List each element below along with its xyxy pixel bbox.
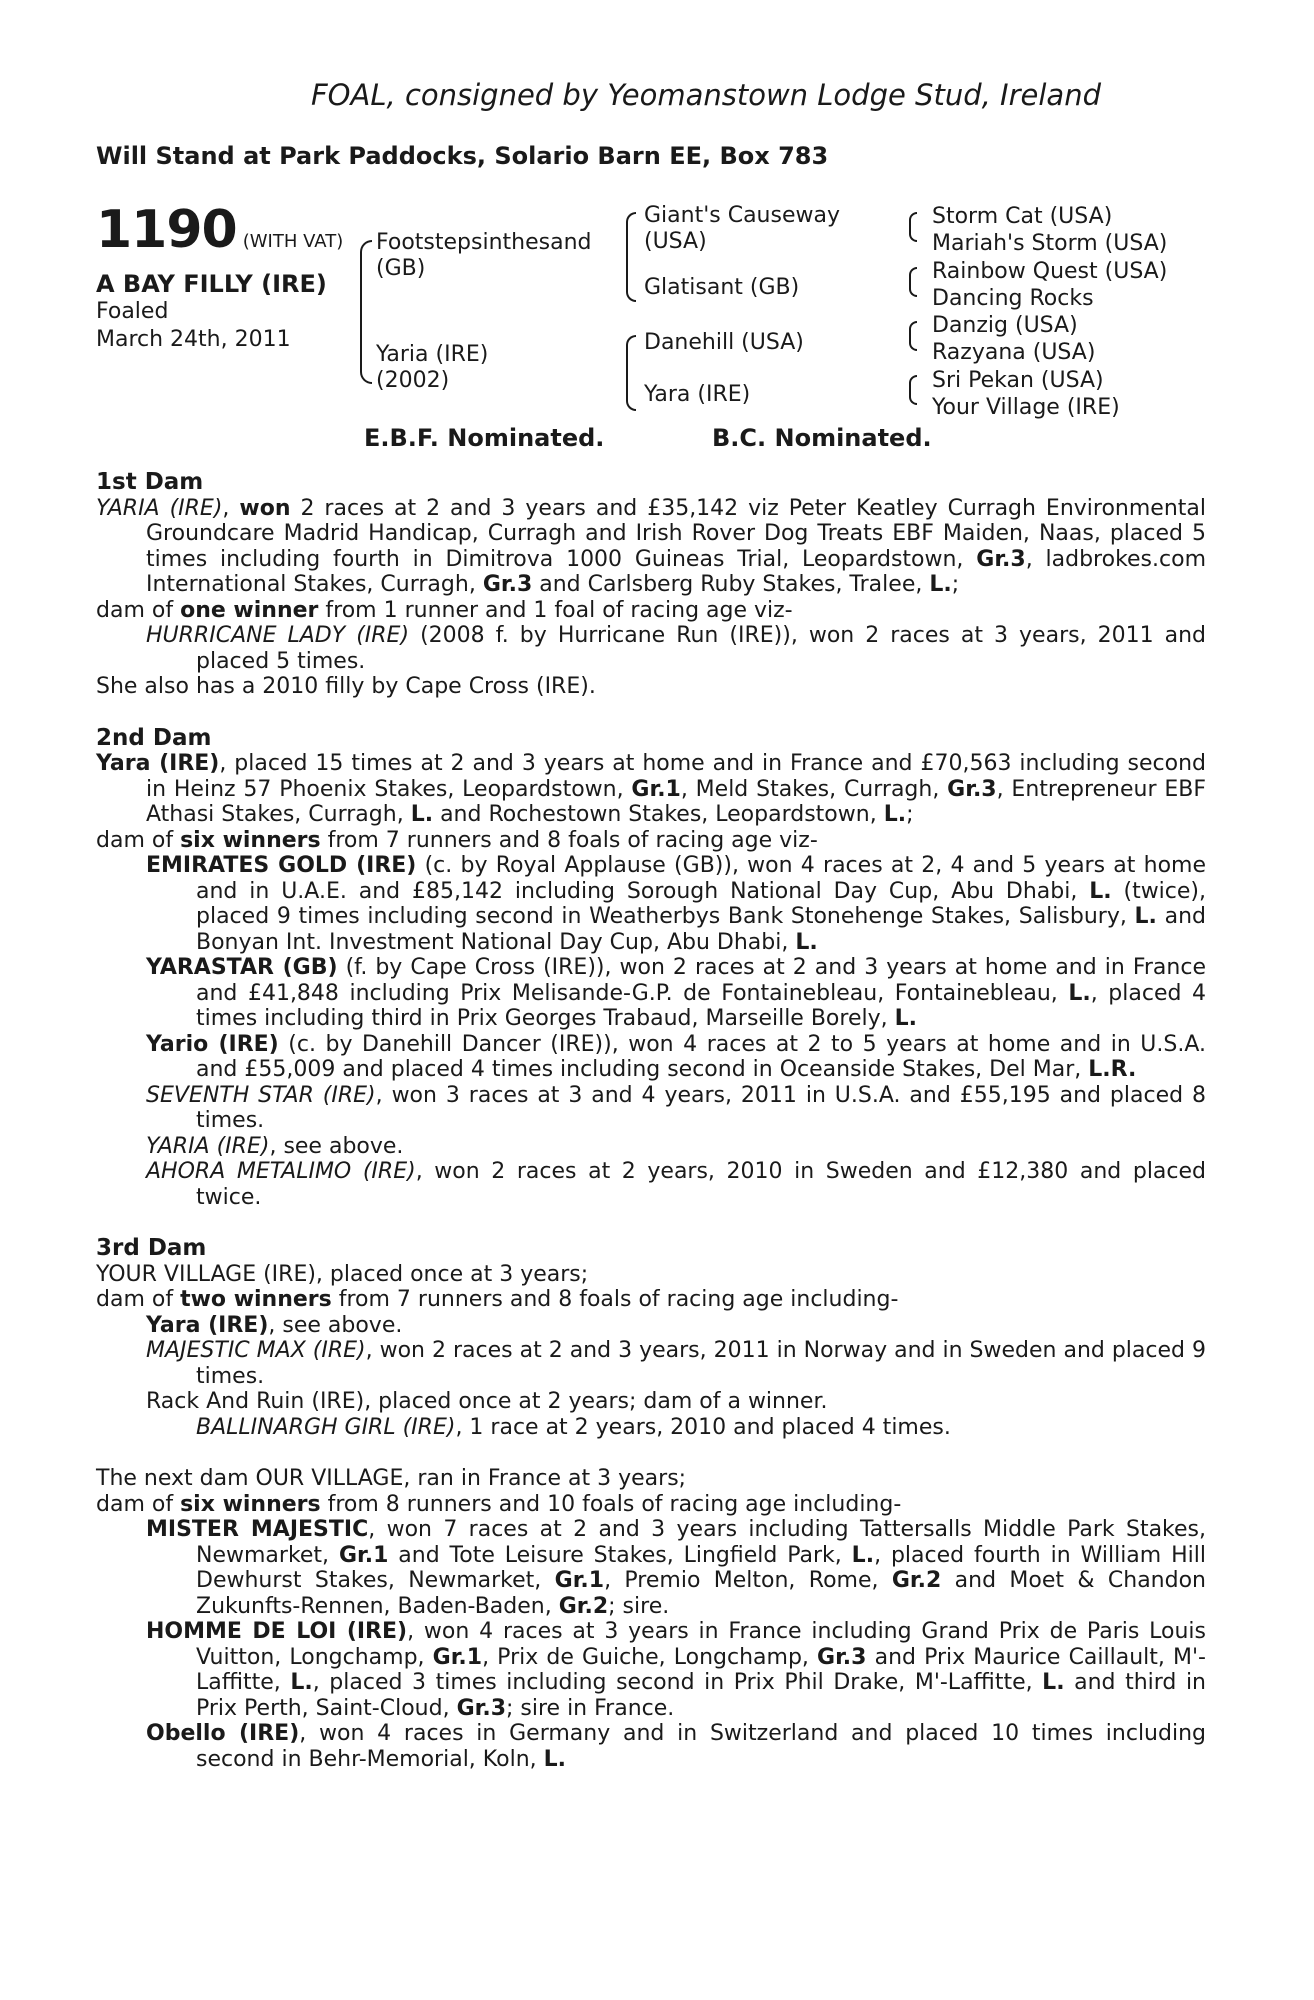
foaled-date: March 24th, 2011 — [96, 327, 291, 352]
third-dam-title: 3rd Dam — [96, 1235, 207, 1261]
produce-entry: Yario (IRE) (c. by Danehill Dancer (IRE)), won 4 races at 2 to 5 years at home and in U.S.A. and £55,009 and placed 4 times including second in Oceanside Stakes, Del Mar, L.R. — [146, 1031, 1207, 1082]
consignor-header: FOAL, consigned by Yeomanstown Lodge Stud, Ireland — [311, 78, 1101, 112]
pedigree-brace — [626, 335, 636, 411]
second-dam-record: Yara (IRE), placed 15 times at 2 and 3 years at home and in France and £70,563 including second in Heinz 57 Phoenix Stakes, Leopardstown, Gr.1, Meld Stakes, Curragh, Gr.3, Entrepreneur EBF Athasi Stakes, Curragh, L. and Rochestown Stakes, Leopardstown, L.; — [96, 751, 1207, 827]
first-dam-record: YARIA (IRE), won 2 races at 2 and 3 years and £35,142 viz Peter Keatley Curragh Environmental Groundcare Madrid Handicap, Curragh and Irish Rover Dog Treats EBF Maiden, Naas, placed 5 times including fourth in Dimitrova 1000 Guineas Trial, Leopardstown, Gr.3, ladbrokes.com International Stakes, Curragh, Gr.3 and Carlsberg Ruby Stakes, Tralee, L.; — [96, 495, 1207, 597]
fourth-dam-produce-summary: dam of six winners from 8 runners and 10 foals of racing age including- — [96, 1491, 902, 1517]
foaled-label: Foaled — [96, 299, 169, 324]
produce-entry: SEVENTH STAR (IRE), won 3 races at 3 and 4 years, 2011 in U.S.A. and £55,195 and placed 8 times. — [146, 1082, 1206, 1133]
pedigree-third-generation: Storm Cat (USA) Mariah's Storm (USA) Rainbow Quest (USA) Dancing Rocks Danzig (USA) Razyana (USA) Sri Pekan (USA) Your Village (IRE) — [932, 204, 1168, 421]
first-dam-title: 1st Dam — [96, 469, 204, 495]
first-dam-note: She also has a 2010 filly by Cape Cross (IRE). — [96, 674, 596, 699]
pedigree-sire-dam: Glatisant (GB) — [644, 275, 800, 300]
ebf-nominated: E.B.F. Nominated. — [364, 424, 605, 452]
bc-nominated: B.C. Nominated. — [712, 424, 932, 452]
lot-name: A BAY FILLY (IRE) — [96, 270, 327, 298]
pedigree-dam-sire: Danehill (USA) — [644, 330, 804, 355]
vat-note: (WITH VAT) — [242, 231, 344, 252]
produce-entry: Yara (IRE), see above. — [146, 1312, 403, 1338]
third-dam-produce-summary: dam of two winners from 7 runners and 8 foals of racing age including- — [96, 1287, 899, 1312]
produce-entry: MAJESTIC MAX (IRE), won 2 races at 2 and 3 years, 2011 in Norway and in Sweden and placed 9 times. — [146, 1338, 1206, 1389]
produce-entry: YARIA (IRE), see above. — [146, 1133, 404, 1159]
pedigree-sire: Footstepsinthesand (GB) — [376, 230, 592, 281]
pedigree-brace — [909, 375, 917, 405]
stand-location: Will Stand at Park Paddocks, Solario Barn EE, Box 783 — [96, 142, 829, 170]
produce-entry: AHORA METALIMO (IRE), won 2 races at 2 years, 2010 in Sweden and £12,380 and placed twice. — [146, 1159, 1207, 1210]
first-dam-produce-summary: dam of one winner from 1 runner and 1 foal of racing age viz- — [96, 597, 793, 623]
pedigree-brace — [626, 212, 636, 302]
lot-number: 1190 — [96, 200, 237, 260]
lot-heading — [96, 200, 343, 260]
produce-entry: MISTER MAJESTIC, won 7 races at 2 and 3 years including Tattersalls Middle Park Stakes, Newmarket, Gr.1 and Tote Leisure Stakes, Lingfield Park, L., placed fourth in William Hill Dewhurst Stakes, Newmarket, Gr.1, Premio Melton, Rome, Gr.2 and Moet & Chandon Zukunfts-Rennen, Baden-Baden, Gr.2; sire. — [146, 1517, 1206, 1619]
produce-entry: Obello (IRE), won 4 races in Germany and in Switzerland and placed 10 times including second in Behr-Memorial, Koln, L. — [146, 1721, 1206, 1772]
fourth-dam-record: The next dam OUR VILLAGE, ran in France at 3 years; — [96, 1466, 687, 1491]
pedigree-sire-sire: Giant's Causeway (USA) — [644, 203, 840, 254]
pedigree-brace — [909, 267, 917, 297]
produce-entry: EMIRATES GOLD (IRE) (c. by Royal Applause (GB)), won 4 races at 2, 4 and 5 years at home and in U.A.E. and £85,142 including Sorough National Day Cup, Abu Dhabi, L. (twice), placed 9 times including second in Weatherbys Bank Stonehenge Stakes, Salisbury, L. and Bonyan Int. Investment National Day Cup, Abu Dhabi, L. — [146, 853, 1207, 955]
pedigree-brace — [360, 240, 372, 384]
second-dam-title: 2nd Dam — [96, 724, 212, 751]
produce-entry: BALLINARGH GIRL (IRE), 1 race at 2 years, 2010 and placed 4 times. — [196, 1414, 951, 1440]
produce-entry: Rack And Ruin (IRE), placed once at 2 years; dam of a winner. — [146, 1389, 828, 1414]
produce-entry: HOMME DE LOI (IRE), won 4 races at 3 years in France including Grand Prix de Paris Louis Vuitton, Longchamp, Gr.1, Prix de Guiche, Longchamp, Gr.3 and Prix Maurice Caillault, M'-Laffitte, L., placed 3 times including second in Prix Phil Drake, M'-Laffitte, L. and third in Prix Perth, Saint-Cloud, Gr.3; sire in France. — [146, 1619, 1207, 1721]
third-dam-record: YOUR VILLAGE (IRE), placed once at 3 years; — [96, 1261, 589, 1287]
pedigree-dam-dam: Yara (IRE) — [644, 382, 751, 407]
pedigree-brace — [909, 321, 917, 351]
pedigree-brace — [909, 212, 917, 242]
second-dam-produce-summary: dam of six winners from 7 runners and 8 foals of racing age viz- — [96, 827, 818, 853]
produce-entry: HURRICANE LADY (IRE) (2008 f. by Hurricane Run (IRE)), won 2 races at 3 years, 2011 and placed 5 times. — [146, 623, 1206, 674]
produce-record — [96, 470, 1206, 1772]
foaled-info — [96, 298, 291, 354]
pedigree-dam: Yaria (IRE) (2002) — [376, 342, 489, 393]
produce-entry: YARASTAR (GB) (f. by Cape Cross (IRE)), won 2 races at 2 and 3 years at home and in France and £41,848 including Prix Melisande-G.P. de Fontainebleau, Fontainebleau, L., placed 4 times including third in Prix Georges Trabaud, Marseille Borely, L. — [146, 955, 1206, 1031]
